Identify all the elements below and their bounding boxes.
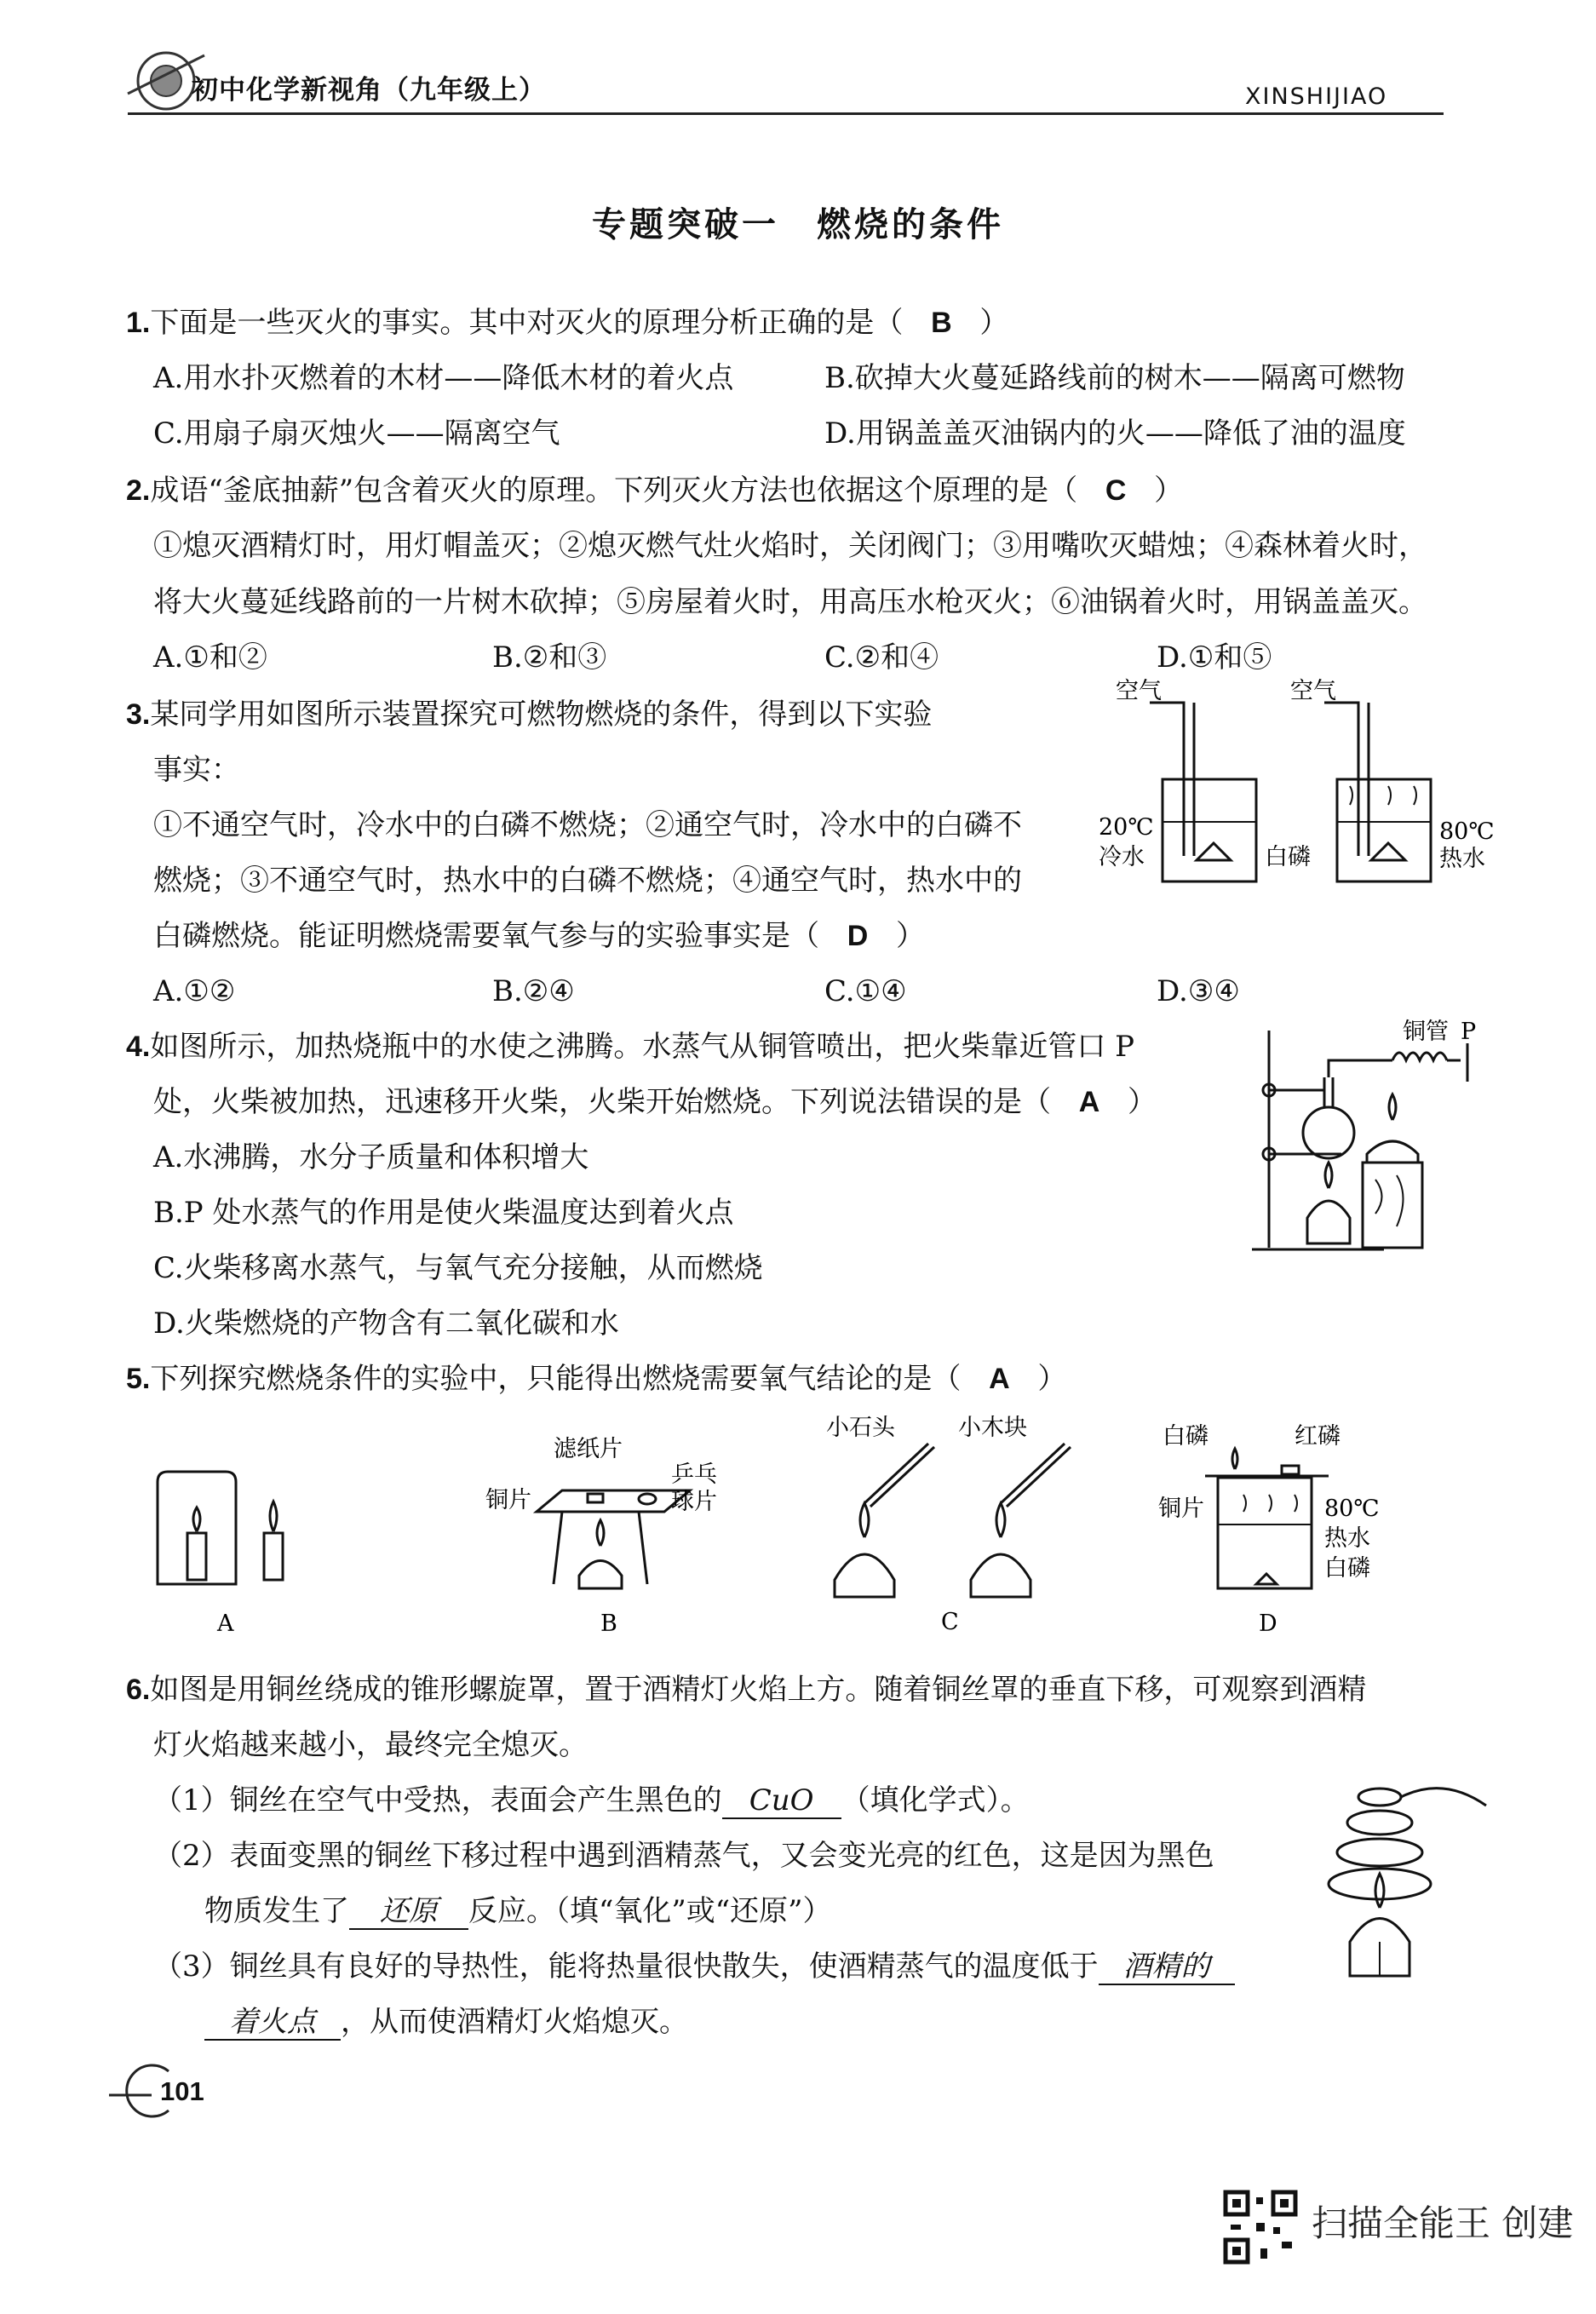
q3-temp-hot: 80℃: [1439, 818, 1495, 845]
q4-option-a: A.水沸腾，水分子质量和体积增大: [153, 1140, 589, 1174]
q6-part1: [153, 1784, 1030, 1819]
q2-option-b: B.②和③: [492, 640, 607, 675]
q3-text-5: 白磷燃烧。能证明燃烧需要氧气参与的实验事实是（: [153, 919, 819, 953]
q5-figure-d: [1158, 1418, 1422, 1635]
q3-figure: [1099, 678, 1495, 890]
q6-part2-line1: （2）表面变黑的铜丝下移过程中遇到酒精蒸气，又会变光亮的红色，这是因为黑色: [153, 1839, 1214, 1873]
q4-point-p: P: [1461, 1019, 1477, 1045]
q5-d-white-p: 白磷: [1163, 1423, 1208, 1450]
book-title: 初中化学新视角（九年级上）: [192, 75, 546, 106]
qr-code-icon: [1222, 2189, 1299, 2269]
q4-text-2: 处，火柴被加热，迅速移开火柴，火柴开始燃烧。下列说法错误的是（: [153, 1085, 1051, 1119]
q4-option-c: C.火柴移离水蒸气，与氧气充分接触，从而燃烧: [153, 1251, 763, 1285]
q6-line2: 灯火焰越来越小，最终完全熄灭。: [153, 1728, 588, 1762]
q4-tube-label: 铜管: [1403, 1019, 1449, 1045]
q1-stem: [126, 307, 1008, 340]
q5-c-stone: 小石头: [826, 1415, 895, 1441]
q1-text: 下面是一些灭火的事实。其中对灭火的原理分析正确的是（: [150, 306, 904, 340]
q5-answer: A: [989, 1363, 1010, 1395]
q5-stem: [126, 1363, 1066, 1396]
q3-line1: [126, 698, 932, 732]
q6-p2-text: 物质发生了: [204, 1894, 349, 1928]
q6-part2-line2: [204, 1895, 832, 1930]
q5-figure-a: [153, 1465, 307, 1635]
q6-number: 6.: [126, 1674, 151, 1706]
q2-stem: [126, 474, 1183, 508]
q6-p2-post: 反应。（填“氧化”或“还原”）: [468, 1894, 832, 1928]
q3-cold-water: 冷水: [1099, 844, 1145, 870]
q5-label-b: B: [600, 1611, 617, 1637]
q3-text: 某同学用如图所示装置探究可燃物燃烧的条件，得到以下实验: [150, 698, 933, 732]
q4-option-d: D.火柴燃烧的产物含有二氧化碳和水: [153, 1306, 619, 1341]
q3-hot-water: 热水: [1439, 846, 1485, 872]
q4-number: 4.: [126, 1031, 151, 1063]
q6-part3-line1: [153, 1950, 1235, 1985]
q3-line2: 事实：: [153, 753, 240, 787]
q3-option-a: A.①②: [153, 974, 236, 1008]
q4-figure: [1248, 1018, 1486, 1265]
q3-line4: 燃烧；③不通空气时，热水中的白磷不燃烧；④通空气时，热水中的: [153, 864, 1022, 898]
q6-p3-text: （3）铜丝具有良好的导热性，能将热量很快散失，使酒精蒸气的温度低于: [153, 1949, 1099, 1984]
q5-d-white-p-2: 白磷: [1324, 1555, 1370, 1582]
q2-line2: 将大火蔓延线路前的一片树木砍掉；⑤房屋着火时，用高压水枪灭火；⑥油锅着火时，用锅盖盖灭。: [153, 585, 1427, 619]
q4-text: 如图所示，加热烧瓶中的水使之沸腾。水蒸气从铜管喷出，把火柴靠近管口 P: [150, 1030, 1135, 1064]
q6-p2-answer: 还原: [349, 1895, 468, 1930]
q3-number: 3.: [126, 698, 151, 731]
q6-p1-post: （填化学式）。: [841, 1783, 1030, 1817]
q6-p3-answer-2: 着火点: [204, 2006, 341, 2041]
scanner-watermark: 扫描全能王 创建: [1312, 2202, 1574, 2244]
q3-air-label-2: 空气: [1290, 678, 1336, 704]
q3-option-d: D.③④: [1157, 974, 1240, 1008]
q5-d-red-p: 红磷: [1295, 1423, 1341, 1450]
q5-label-a: A: [217, 1611, 234, 1637]
q2-close: ）: [1154, 474, 1184, 508]
q6-part3-line2: [204, 2006, 688, 2041]
q5-d-copper: 铜片: [1158, 1496, 1204, 1522]
q2-answer: C: [1105, 474, 1127, 507]
q3-close: ）: [896, 919, 925, 953]
q2-number: 2.: [126, 474, 151, 507]
q5-figure-b: [485, 1431, 741, 1635]
q1-option-d: D.用锅盖盖灭油锅内的火——降低了油的温度: [824, 416, 1406, 451]
q6-p3-answer-1: 酒精的: [1099, 1950, 1235, 1985]
q2-line1: ①熄灭酒精灯时，用灯帽盖灭；②熄灭燃气灶火焰时，关闭阀门；③用嘴吹灭蜡烛；④森林着火时，: [153, 529, 1427, 563]
q5-close: ）: [1037, 1362, 1067, 1396]
q3-option-b: B.②④: [492, 974, 575, 1008]
q5-d-temp: 80℃: [1324, 1496, 1380, 1522]
q2-option-a: A.①和②: [153, 640, 267, 675]
q5-figure-c: [818, 1410, 1107, 1635]
q1-close: ）: [979, 306, 1009, 340]
q4-line2: [153, 1086, 1157, 1119]
q3-answer: D: [847, 920, 869, 952]
q3-line3: ①不通空气时，冷水中的白磷不燃烧；②通空气时，冷水中的白磷不: [153, 808, 1022, 842]
q5-label-c: C: [941, 1609, 959, 1635]
q5-b-filter: 滤纸片: [554, 1436, 623, 1462]
q5-number: 5.: [126, 1363, 151, 1395]
q5-b-pingpong-1: 乒乓: [671, 1461, 717, 1488]
q1-option-a: A.用水扑灭燃着的木材——降低木材的着火点: [153, 361, 734, 395]
q3-option-c: C.①④: [824, 974, 907, 1008]
q4-answer: A: [1078, 1086, 1100, 1118]
q5-text: 下列探究燃烧条件的实验中，只能得出燃烧需要氧气结论的是（: [150, 1362, 962, 1396]
q6-figure: [1307, 1771, 1503, 2018]
q2-option-c: C.②和④: [824, 640, 939, 675]
q6-p1-text: （1）铜丝在空气中受热，表面会产生黑色的: [153, 1783, 722, 1817]
page-number: 101: [160, 2076, 204, 2106]
page-title: 专题突破一 燃烧的条件: [592, 205, 1004, 244]
q1-number: 1.: [126, 307, 151, 339]
q6-text: 如图是用铜丝绕成的锥形螺旋罩，置于酒精灯火焰上方。随着铜丝罩的垂直下移，可观察到酒精: [150, 1673, 1367, 1707]
q1-option-b: B.砍掉大火蔓延路线前的树木——隔离可燃物: [824, 361, 1405, 395]
q2-option-d: D.①和⑤: [1157, 640, 1272, 675]
q3-temp-cold: 20℃: [1099, 814, 1154, 841]
q6-p1-answer: CuO: [722, 1784, 841, 1819]
q5-label-d: D: [1259, 1611, 1277, 1637]
q5-c-wood: 小木块: [958, 1415, 1027, 1441]
q5-b-pingpong-2: 球片: [671, 1489, 717, 1515]
q4-option-b: B.P 处水蒸气的作用是使火柴温度达到着火点: [153, 1196, 734, 1230]
q1-option-c: C.用扇子扇灭烛火——隔离空气: [153, 416, 560, 451]
q3-line5: [153, 920, 925, 953]
header-latin: XINSHIJIAO: [1245, 83, 1388, 110]
q2-text: 成语“釜底抽薪”包含着灭火的原理。下列灭火方法也依据这个原理的是（: [150, 474, 1078, 508]
q6-line1: [126, 1674, 1366, 1707]
q4-close: ）: [1128, 1085, 1157, 1119]
header-rule: [128, 112, 1444, 115]
q5-d-hot-water: 热水: [1324, 1525, 1370, 1552]
q3-air-label-1: 空气: [1116, 678, 1162, 704]
q1-answer: B: [931, 307, 952, 339]
q3-white-phosphorus: 白磷: [1265, 844, 1311, 870]
q5-b-copper: 铜片: [485, 1487, 531, 1513]
q4-line1: [126, 1031, 1134, 1064]
q6-p3-post: ，从而使酒精灯火焰熄灭。: [341, 2005, 688, 2039]
